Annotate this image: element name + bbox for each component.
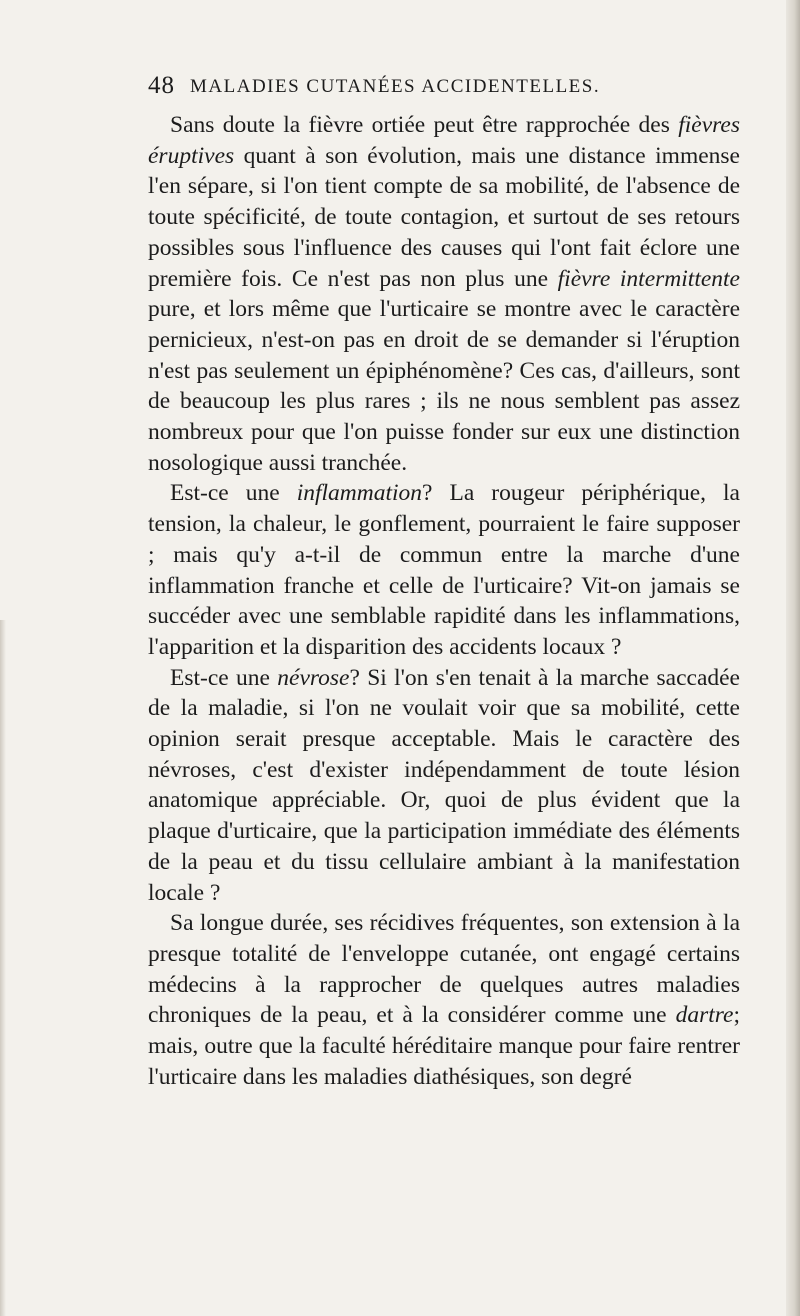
italic-term: inflammation: [296, 480, 423, 507]
italic-term: dartre: [675, 1002, 734, 1029]
page-number: 48: [148, 72, 175, 99]
text-run: Est-ce une: [170, 664, 278, 691]
running-title: MALADIES CUTANÉES ACCIDENTELLES.: [190, 76, 601, 97]
italic-term: fièvres éruptives: [148, 112, 740, 169]
page-edge-shadow: [786, 0, 800, 1316]
page-header: [148, 72, 708, 106]
paragraph-dartre: [148, 908, 740, 1092]
page-gutter-shadow: [0, 620, 6, 1316]
paragraph-inflammation: [148, 478, 740, 662]
paragraph-fievre: [148, 110, 740, 478]
italic-term: névrose: [277, 664, 350, 691]
text-run: ; mais, outre que la faculté héréditaire manque pour faire rentrer l'urticaire dans les maladies diathésiques, son degré: [148, 1002, 740, 1090]
text-run: Sans doute la fièvre ortiée peut être rapprochée des: [170, 112, 679, 138]
text-run: ? Si l'on s'en tenait à la marche saccadée de la maladie, si l'on ne voulait voir que sa mobilité, cette opinion serait presque acceptable. Mais le caractère des névroses, c'est d'exister indépendamment de toute lésion anatomique appréciable. Or, quoi de plus évident que la plaque d'urticaire, que la participation immédiate des éléments de la peau et du tissu cellulaire ambiant à la manifestation locale ?: [148, 664, 740, 906]
text-run: ? La rougeur périphérique, la tension, la chaleur, le gonflement, pourraient le faire supposer ; mais qu'y a-t-il de commun entre la marche d'une inflammation franche et celle de l'urticaire? Vit-on jamais se succéder avec une semblable rapidité dans les inflammations, l'apparition et la disparition des accidents locaux ?: [148, 480, 740, 660]
paragraph-nevrose: [148, 663, 740, 909]
text-run: quant à son évolution, mais une distance immense l'en sépare, si l'on tient compte de sa mobilité, de l'absence de toute spécificité, de toute contagion, et surtout de ses retours possibles sous l'influence des causes qui l'ont fait éclore une première fois. Ce n'est pas non plus une: [148, 142, 740, 292]
text-run: pure, et lors même que l'urticaire se montre avec le caractère pernicieux, n'est-on pas en droit de se demander si l'éruption n'est pas seulement un épiphénomène? Ces cas, d'ailleurs, sont de beaucoup les plus rares ; ils ne nous semblent pas assez nombreux pour que l'on puisse fonder sur eux une distinction nosologique aussi tranchée.: [148, 296, 740, 476]
text-run: Sa longue durée, ses récidives fréquentes, son extension à la presque totalité de l'enveloppe cutanée, ont engagé certains médecins à la rapprocher de quelques autres maladies chroniques de la peau, et à la considérer comme une: [148, 910, 740, 1029]
text-run: Est-ce une: [170, 480, 297, 507]
italic-term: fièvre intermittente: [557, 265, 740, 292]
body-text: [148, 110, 740, 1093]
